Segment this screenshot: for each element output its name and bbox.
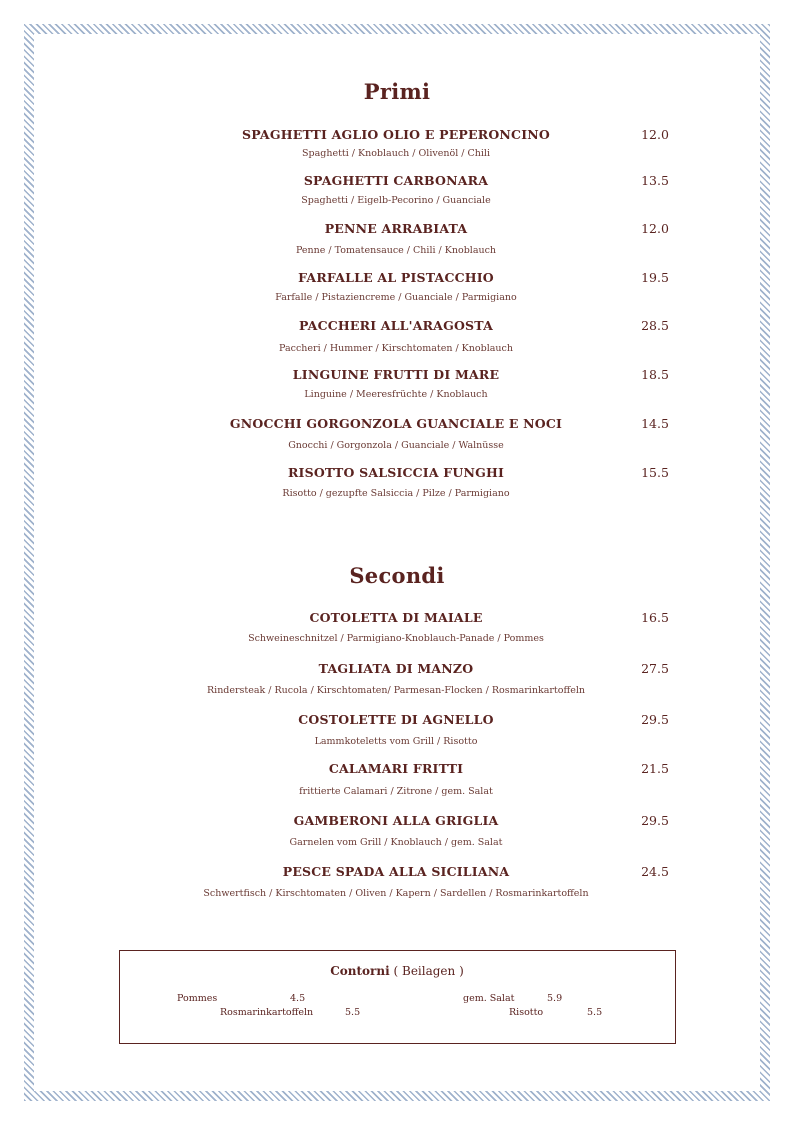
side-dish-name: gem. Salat [463,993,515,1004]
dish-name: COTOLETTA DI MAIALE [309,610,483,625]
section-title-secondi: Secondi [349,563,445,588]
dish-description: Linguine / Meeresfrüchte / Knoblauch [304,389,488,400]
dish-description: Penne / Tomatensauce / Chili / Knoblauch [295,245,497,256]
dish-description: Spaghetti / Knoblauch / Olivenöl / Chili [302,148,490,159]
dish-price: 28.5 [641,318,669,333]
dish-name: PACCHERI ALL'ARAGOSTA [298,318,493,333]
dish-price: 15.5 [641,465,669,480]
dish-description: Garnelen vom Grill / Knoblauch / gem. Salat [289,837,503,848]
dish-description: Paccheri / Hummer / Kirschtomaten / Knoblauch [279,343,513,354]
dish-price: 19.5 [641,270,669,285]
dish-price: 16.5 [641,610,669,625]
dish-name: SPAGHETTI CARBONARA [303,173,489,188]
dish-price: 29.5 [641,813,669,828]
dish-price: 13.5 [641,173,669,188]
dish-name: FARFALLE AL PISTACCHIO [298,270,494,285]
dish-name: GNOCCHI GORGONZOLA GUANCIALE E NOCI [229,416,563,431]
dish-name: COSTOLETTE DI AGNELLO [298,712,494,727]
dish-name: SPAGHETTI AGLIO OLIO E PEPERONCINO [242,127,550,142]
dish-price: 27.5 [641,661,669,676]
contorni-subtitle: ( Beilagen ) [393,964,464,978]
section-title-primi: Primi [363,79,431,104]
dish-price: 29.5 [641,712,669,727]
dish-name: RISOTTO SALSICCIA FUNGHI [287,465,505,480]
dish-description: Schweineschnitzel / Parmigiano-Knoblauch-Panade / Pommes [248,633,544,644]
dish-description: Schwertfisch / Kirschtomaten / Oliven / Kapern / Sardellen / Rosmarinkartoffeln [203,888,589,899]
side-dish-name: Risotto [509,1007,544,1018]
contorni-title [0,964,794,978]
contorni-title-main: Contorni [330,964,390,978]
dish-description: Spaghetti / Eigelb-Pecorino / Guanciale [301,195,491,206]
dish-price: 24.5 [641,864,669,879]
side-dish-name: Rosmarinkartoffeln [220,1007,314,1018]
dish-description: Risotto / gezupfte Salsiccia / Pilze / Parmigiano [282,488,510,499]
dish-price: 18.5 [641,367,669,382]
dish-description: Rindersteak / Rucola / Kirschtomaten/ Parmesan-Flocken / Rosmarinkartoffeln [207,685,585,696]
dish-price: 12.0 [641,127,669,142]
side-dish-price: 5.9 [547,993,563,1004]
dish-price: 12.0 [641,221,669,236]
dish-name: GAMBERONI ALLA GRIGLIA [293,813,499,828]
dish-description: frittierte Calamari / Zitrone / gem. Salat [299,786,493,797]
dish-name: LINGUINE FRUTTI DI MARE [292,367,500,382]
dish-name: PESCE SPADA ALLA SICILIANA [282,864,510,879]
dish-price: 21.5 [641,761,669,776]
side-dish-price: 4.5 [290,993,306,1004]
side-dish-name: Pommes [177,993,218,1004]
dish-name: TAGLIATA DI MANZO [318,661,474,676]
dish-description: Gnocchi / Gorgonzola / Guanciale / Walnüsse [288,440,504,451]
dish-name: CALAMARI FRITTI [328,761,464,776]
dish-description: Lammkoteletts vom Grill / Risotto [314,736,478,747]
side-dish-price: 5.5 [345,1007,361,1018]
dish-price: 14.5 [641,416,669,431]
side-dish-price: 5.5 [587,1007,603,1018]
dish-description: Farfalle / Pistaziencreme / Guanciale / Parmigiano [275,292,517,303]
dish-name: PENNE ARRABIATA [324,221,468,236]
